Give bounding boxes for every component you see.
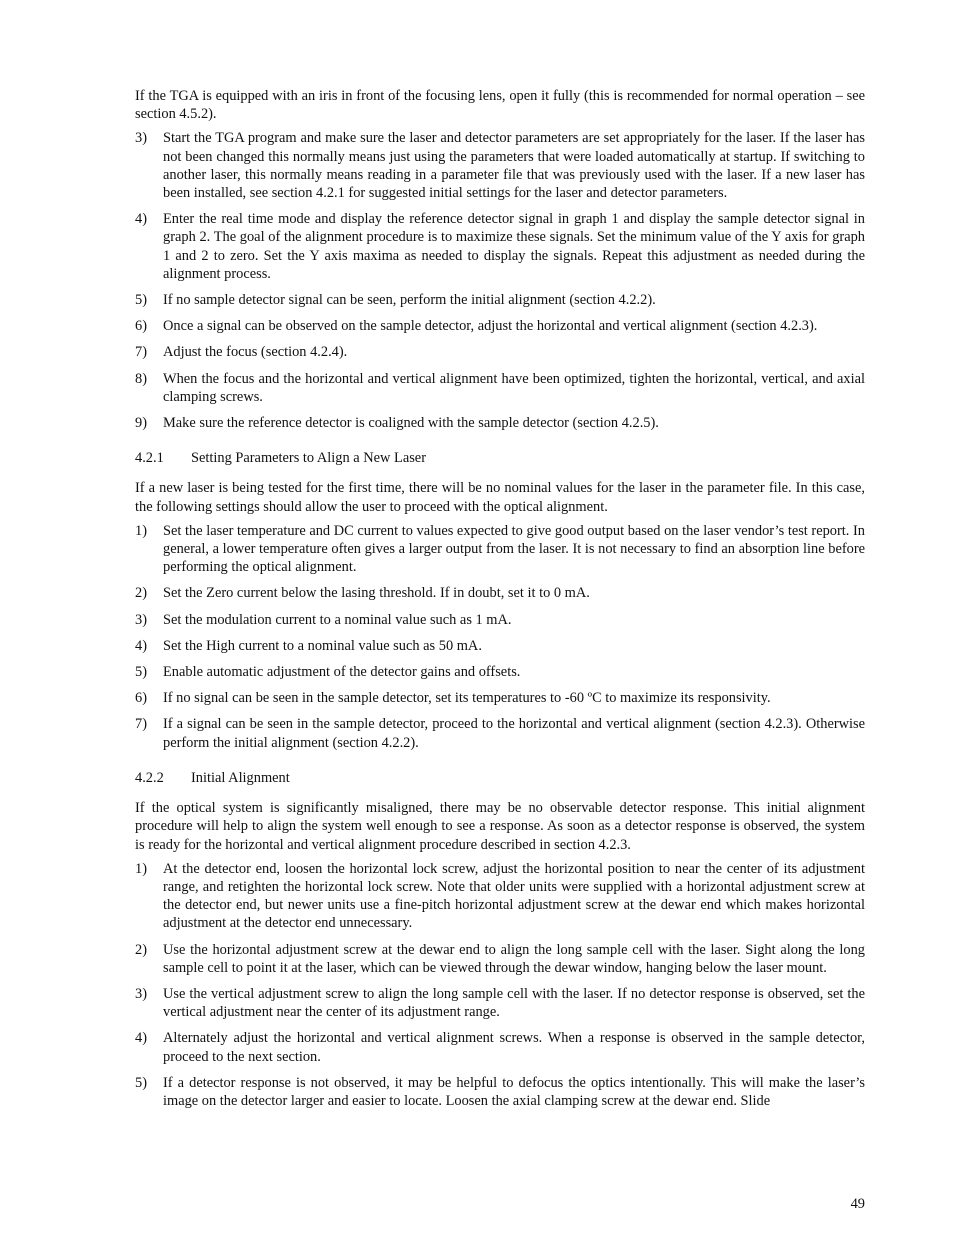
list-number: 4) [135,1030,147,1047]
list-item [135,370,865,406]
list-text: Alternately adjust the horizontal and vertical alignment screws. When a response is observed in the sample detector, proceed to the next section. [163,1030,865,1065]
list-number: 2) [135,585,147,602]
section-heading-4-2-1 [135,449,865,467]
list-text: Enable automatic adjustment of the detector gains and offsets. [163,664,521,681]
list-text: Enter the real time mode and display the reference detector signal in graph 1 and display the sample detector signal in graph 2. The goal of the alignment procedure is to maximize these signals. Set the minimum value of the Y axis for graph 1 and 2 to zero. Set the Y axis maxima as needed to display the signals. Repeat this adjustment as needed during the alignment process. [163,211,865,282]
list-text: Set the Zero current below the lasing threshold. If in doubt, set it to 0 mA. [163,585,590,602]
section-title: Initial Alignment [191,769,290,786]
list-text: If no signal can be seen in the sample detector, set its temperatures to -60 ºC to maximize its responsivity. [163,690,771,707]
list-number: 4) [135,637,147,654]
list-item [135,584,865,602]
list-item [135,715,865,751]
list-text: Use the horizontal adjustment screw at the dewar end to align the long sample cell with the laser. Sight along the long sample cell to point it at the laser, which can be viewed through the dewar window, hanging below the laser mount. [163,941,865,976]
list-text: Once a signal can be observed on the sample detector, adjust the horizontal and vertical alignment (section 4.2.3). [163,318,818,335]
section-heading-4-2-2 [135,769,865,787]
list-item [135,860,865,933]
list-item [135,317,865,335]
section-number: 4.2.1 [135,450,164,467]
list-number: 9) [135,415,147,432]
section-intro: If the optical system is significantly misaligned, there may be no observable detector response. This initial alignment procedure will help to align the system well enough to see a response. As soon as a detector response is observed, the system is ready for the horizontal and vertical alignment procedure described in section 4.2.3. [135,800,865,853]
list-text: Adjust the focus (section 4.2.4). [163,344,348,361]
list-text: Make sure the reference detector is coaligned with the sample detector (section 4.2.5). [163,415,659,432]
list-item [135,941,865,977]
list-number: 7) [135,344,147,361]
list-text: At the detector end, loosen the horizontal lock screw, adjust the horizontal position to near the center of its adjustment range, and retighten the horizontal lock screw. Note that older units were supplied with a horizontal adjustment screw at the detector end, but newer units use a fine-pitch horizontal adjustment screw at the dewar end which makes horizontal adjustment at the detector end unnecessary. [163,860,865,932]
list-text: Use the vertical adjustment screw to align the long sample cell with the laser. If no detector response is observed, set the vertical adjustment near the center of its adjustment range. [163,985,865,1021]
list-item [135,129,865,202]
section-intro: If a new laser is being tested for the first time, there will be no nominal values for the laser in the parameter file. In this case, the following settings should allow the user to proceed with the optical alignment. [135,480,865,515]
list-item [135,611,865,629]
page-number: 49 [850,1196,865,1212]
list-item [135,663,865,681]
list-item [135,1029,865,1065]
list-number: 3) [135,985,147,1002]
list-text: Set the modulation current to a nominal value such as 1 mA. [163,611,512,628]
list-text: If no sample detector signal can be seen, perform the initial alignment (section 4.2.2). [163,292,656,309]
list-number: 5) [135,1074,147,1091]
list-item [135,210,865,283]
settings-steps [135,522,865,752]
list-item [135,414,865,432]
list-number: 7) [135,716,147,733]
list-text: If a detector response is not observed, it may be helpful to defocus the optics intentionally. This will make the laser’s image on the detector larger and easier to locate. Loosen the axial clamping screw at the dewar end. Slide [163,1074,865,1109]
list-text: Set the laser temperature and DC current to values expected to give good output based on the laser vendor’s test report. In general, a lower temperature often gives a larger output from the laser. It is not necessary to find an absorption line before performing the optical alignment. [163,522,865,576]
list-text: Start the TGA program and make sure the laser and detector parameters are set appropriately for the laser. If the laser has not been changed this normally means just using the parameters that were loaded automatically at startup. If switching to another laser, this normally means reading in a parameter file that was previously used with the laser. If a new laser has been installed, see section 4.2.1 for suggested initial settings for the laser and detector parameters. [163,130,865,202]
list-number: 5) [135,292,147,309]
list-number: 6) [135,318,147,335]
list-text: When the focus and the horizontal and vertical alignment have been optimized, tighten the horizontal, vertical, and axial clamping screws. [163,370,865,405]
list-number: 3) [135,611,147,628]
list-number: 1) [135,860,147,877]
list-number: 3) [135,130,147,147]
list-number: 8) [135,370,147,387]
page-body [135,87,865,1118]
list-number: 6) [135,690,147,707]
list-text: If a signal can be seen in the sample detector, proceed to the horizontal and vertical alignment (section 4.2.3). Otherwise perform the initial alignment (section 4.2.2). [163,716,865,751]
procedure-steps [135,129,865,432]
list-text: Set the High current to a nominal value such as 50 mA. [163,637,482,654]
list-item [135,689,865,707]
list-item [135,343,865,361]
list-number: 5) [135,664,147,681]
list-item [135,985,865,1021]
list-number: 4) [135,211,147,228]
list-item [135,291,865,309]
intro-paragraph: If the TGA is equipped with an iris in front of the focusing lens, open it fully (this is recommended for normal operation – see section 4.5.2). [135,88,865,123]
list-item [135,637,865,655]
section-number: 4.2.2 [135,769,164,786]
list-number: 2) [135,941,147,958]
alignment-steps [135,860,865,1110]
list-number: 1) [135,522,147,539]
list-item [135,1074,865,1110]
list-item [135,522,865,577]
section-title: Setting Parameters to Align a New Laser [191,450,426,467]
